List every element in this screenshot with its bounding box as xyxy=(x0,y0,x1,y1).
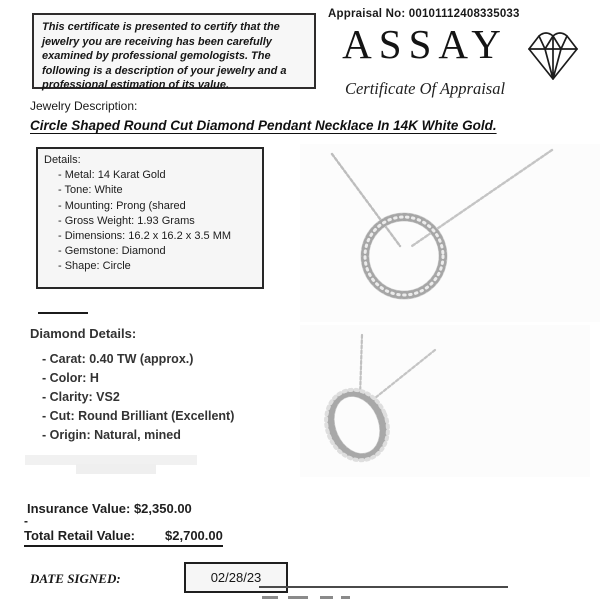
cut-off-text-fragment xyxy=(288,596,308,599)
detail-line: - Gemstone: Diamond xyxy=(58,245,166,258)
diamond-detail-line: - Carat: 0.40 TW (approx.) xyxy=(42,352,194,366)
diamond-outline-icon xyxy=(523,29,583,83)
necklace-photo-side xyxy=(300,325,590,477)
diamond-details-list xyxy=(42,350,234,445)
diamond-detail-line: - Cut: Round Brilliant (Excellent) xyxy=(42,409,235,423)
cut-off-text-fragment xyxy=(341,596,350,599)
diamond-detail-line: - Color: H xyxy=(42,371,99,385)
section-divider xyxy=(38,312,88,314)
spacer xyxy=(135,528,165,543)
intro-text: This certificate is presented to certify that the jewelry you are receiving has been carefully examined by professional gemologists. The following is a description of your jewelry and a professional estimation of its value. xyxy=(42,21,287,92)
diamond-details-heading: Diamond Details: xyxy=(30,326,137,341)
details-heading: Details: xyxy=(44,154,81,166)
certificate-subtitle: Certificate Of Appraisal xyxy=(344,79,506,98)
necklace-photo-front xyxy=(300,144,600,322)
signature-line xyxy=(259,586,508,588)
insurance-value-line xyxy=(27,501,192,516)
retail-amount: $2,700.00 xyxy=(165,528,223,543)
stray-dash: - xyxy=(24,514,28,528)
detail-line: - Mounting: Prong (shared xyxy=(58,199,186,212)
diamond-detail-line: - Origin: Natural, mined xyxy=(42,428,181,442)
insurance-amount: $2,350.00 xyxy=(133,501,192,516)
retail-label: Total Retail Value: xyxy=(24,528,136,543)
total-retail-value-line xyxy=(24,528,223,547)
jewelry-description-label: Jewelry Description: xyxy=(30,99,138,113)
brand-name: ASSAY xyxy=(342,21,508,67)
cut-off-text-fragment xyxy=(320,596,333,599)
detail-line: - Dimensions: 16.2 x 16.2 x 3.5 MM xyxy=(58,229,232,242)
redacted-text-block xyxy=(76,464,156,474)
detail-line: - Gross Weight: 1.93 Grams xyxy=(58,214,195,227)
date-signed-value: 02/28/23 xyxy=(210,570,262,585)
jewelry-details-box xyxy=(36,147,264,289)
cut-off-text-fragment xyxy=(262,596,278,599)
insurance-label: Insurance Value: xyxy=(27,501,131,516)
certificate-intro-box xyxy=(32,13,316,92)
appraisal-number: Appraisal No: 00101112408335033 xyxy=(328,8,520,20)
detail-line: - Tone: White xyxy=(58,184,123,197)
detail-line: - Shape: Circle xyxy=(58,260,131,273)
date-signed-label: DATE SIGNED: xyxy=(30,571,121,586)
jewelry-title: Circle Shaped Round Cut Diamond Pendant Necklace In 14K White Gold. xyxy=(30,118,497,133)
date-signed-box xyxy=(184,562,288,593)
detail-line: - Metal: 14 Karat Gold xyxy=(58,169,166,182)
diamond-detail-line: - Clarity: VS2 xyxy=(42,390,120,404)
